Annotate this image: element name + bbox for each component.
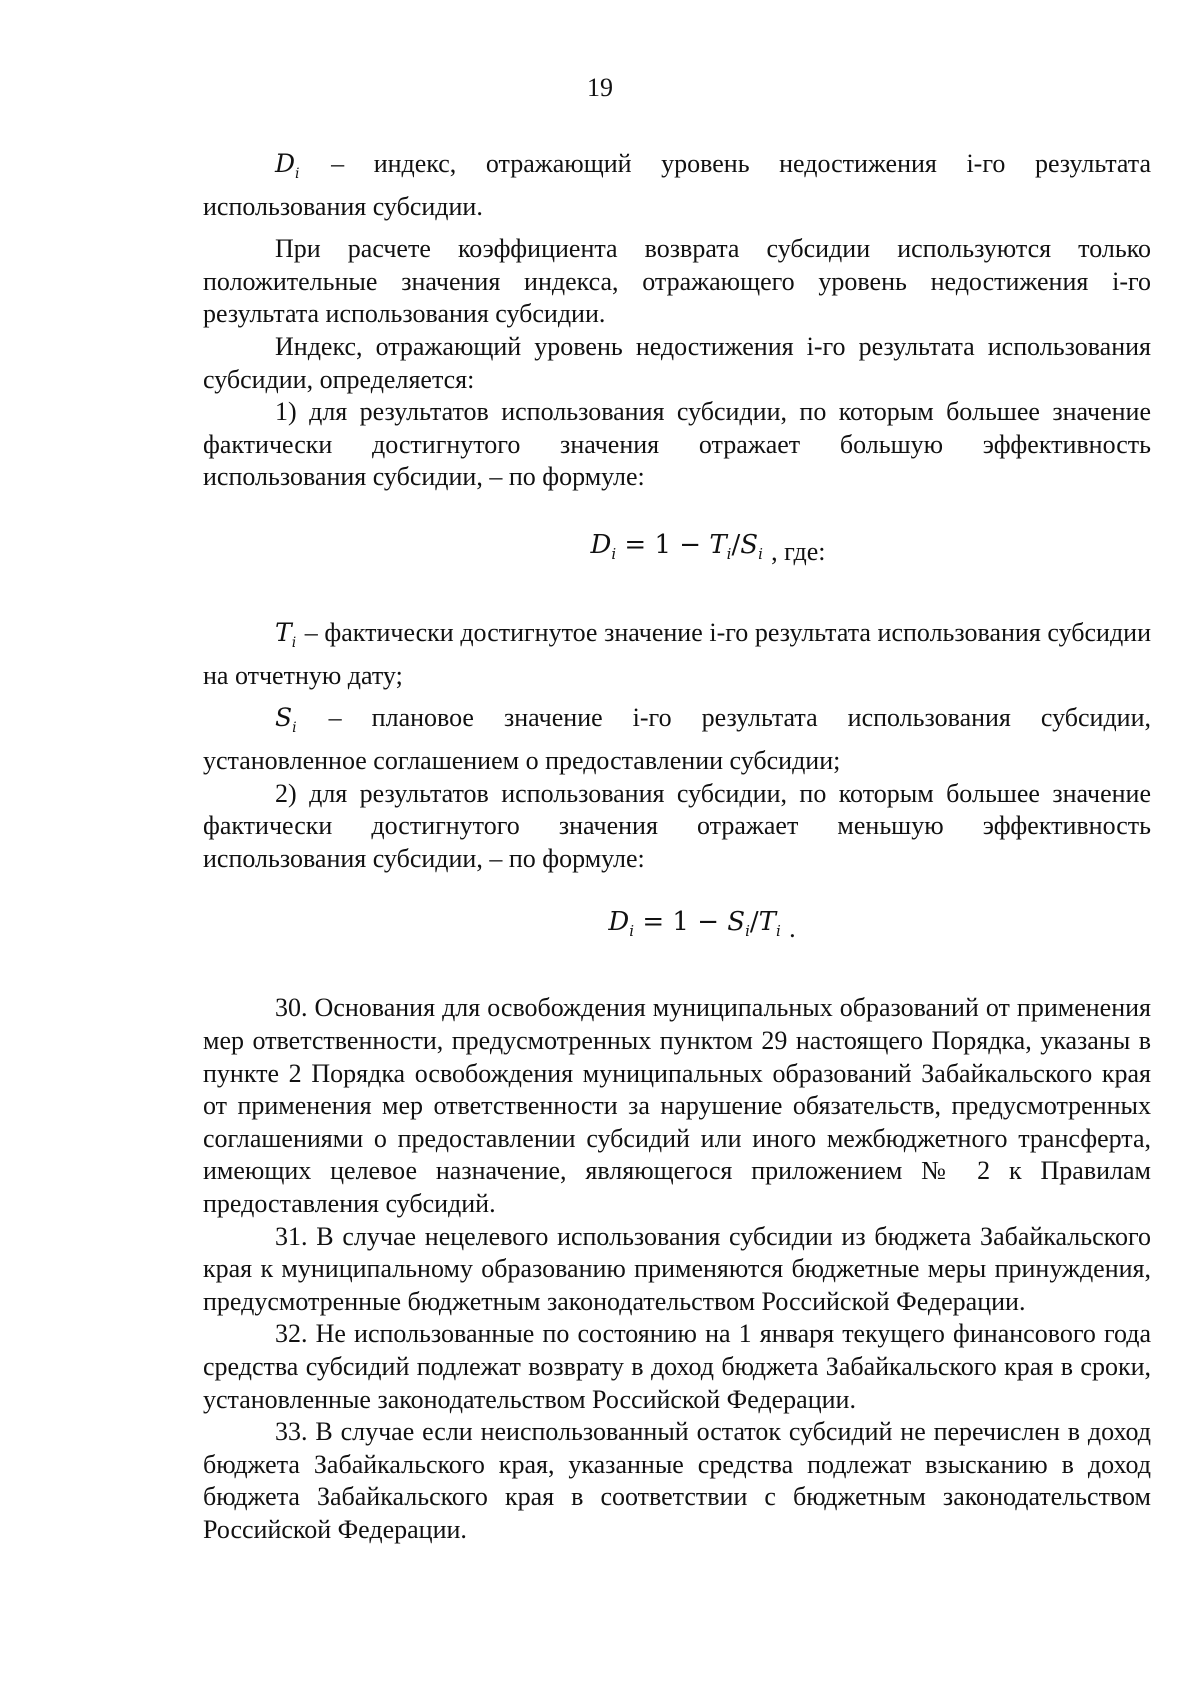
symbol-t: $T_i$ [275,618,297,652]
paragraph-30: 30. Основания для освобождения муниципальных образований от применения мер ответственности, предусмотренных пунктом 29 настоящего Порядка, указаны в пункте 2 Порядка освобождения муниципальных образований Забайкальского края от применения мер ответственности за нарушение обязательств, предусмотренных соглашениями о предоставлении субсидий или иного межбюджетного трансферта, имеющих целевое назначение, являющегося приложением № 2 к Правилам предоставления субсидий. [203,993,1151,1219]
definition-s [203,702,1151,777]
paragraph: Индекс, отражающий уровень недостижения i-го результата использования субсидии, определяется: [203,331,1151,394]
symbol-d: $D_i$ [275,149,300,182]
paragraph: 2) для результатов использования субсидии, по которым большее значение фактически достигнутого значения отражает меньшую эффективность использования субсидии, – по формуле: [203,778,1151,873]
definition-d [203,148,1151,223]
formula-1: $D_i = 1 - T_i/S_i$ , где: [590,529,826,566]
definition-t-text: – фактически достигнутое значение i-го результата использования субсидии на отчетную дату; [203,618,1151,690]
paragraph-32: 32. Не использованные по состоянию на 1 января текущего финансового года средства субсидий подлежат возврату в доход бюджета Забайкальского края в сроки, установленные законодательством Российской Федерации. [203,1319,1151,1414]
paragraph: При расчете коэффициента возврата субсидии используются только положительные значения индекса, отражающего уровень недостижения i-го результата использования субсидии. [203,234,1151,329]
definition-d-text: – индекс, отражающий уровень недостижения i-го результата использования субсидии. [203,149,1151,221]
formula-2: $D_i = 1 - S_i/T_i$ . [608,907,796,944]
page-number: 19 [587,73,613,102]
document-body [203,148,1151,1547]
symbol-s: $S_i$ [275,703,297,737]
definition-t [203,617,1151,692]
definition-s-text: – плановое значение i-го результата использования субсидии, установленное соглашением о предоставлении субсидии; [203,703,1152,775]
paragraph: 1) для результатов использования субсидии, по которым большее значение фактически достигнутого значения отражает большую эффективность использования субсидии, – по формуле: [203,397,1151,492]
paragraph-31: 31. В случае нецелевого использования субсидии из бюджета Забайкальского края к муниципальному образованию применяются бюджетные меры принуждения, предусмотренные бюджетным законодательством Российской Федерации. [203,1221,1151,1316]
paragraph-33: 33. В случае если неиспользованный остаток субсидий не перечислен в доход бюджета Забайкальского края, указанные средства подлежат взысканию в доход бюджета Забайкальского края в соответствии с бюджетным законодательством Российской Федерации. [203,1417,1151,1544]
